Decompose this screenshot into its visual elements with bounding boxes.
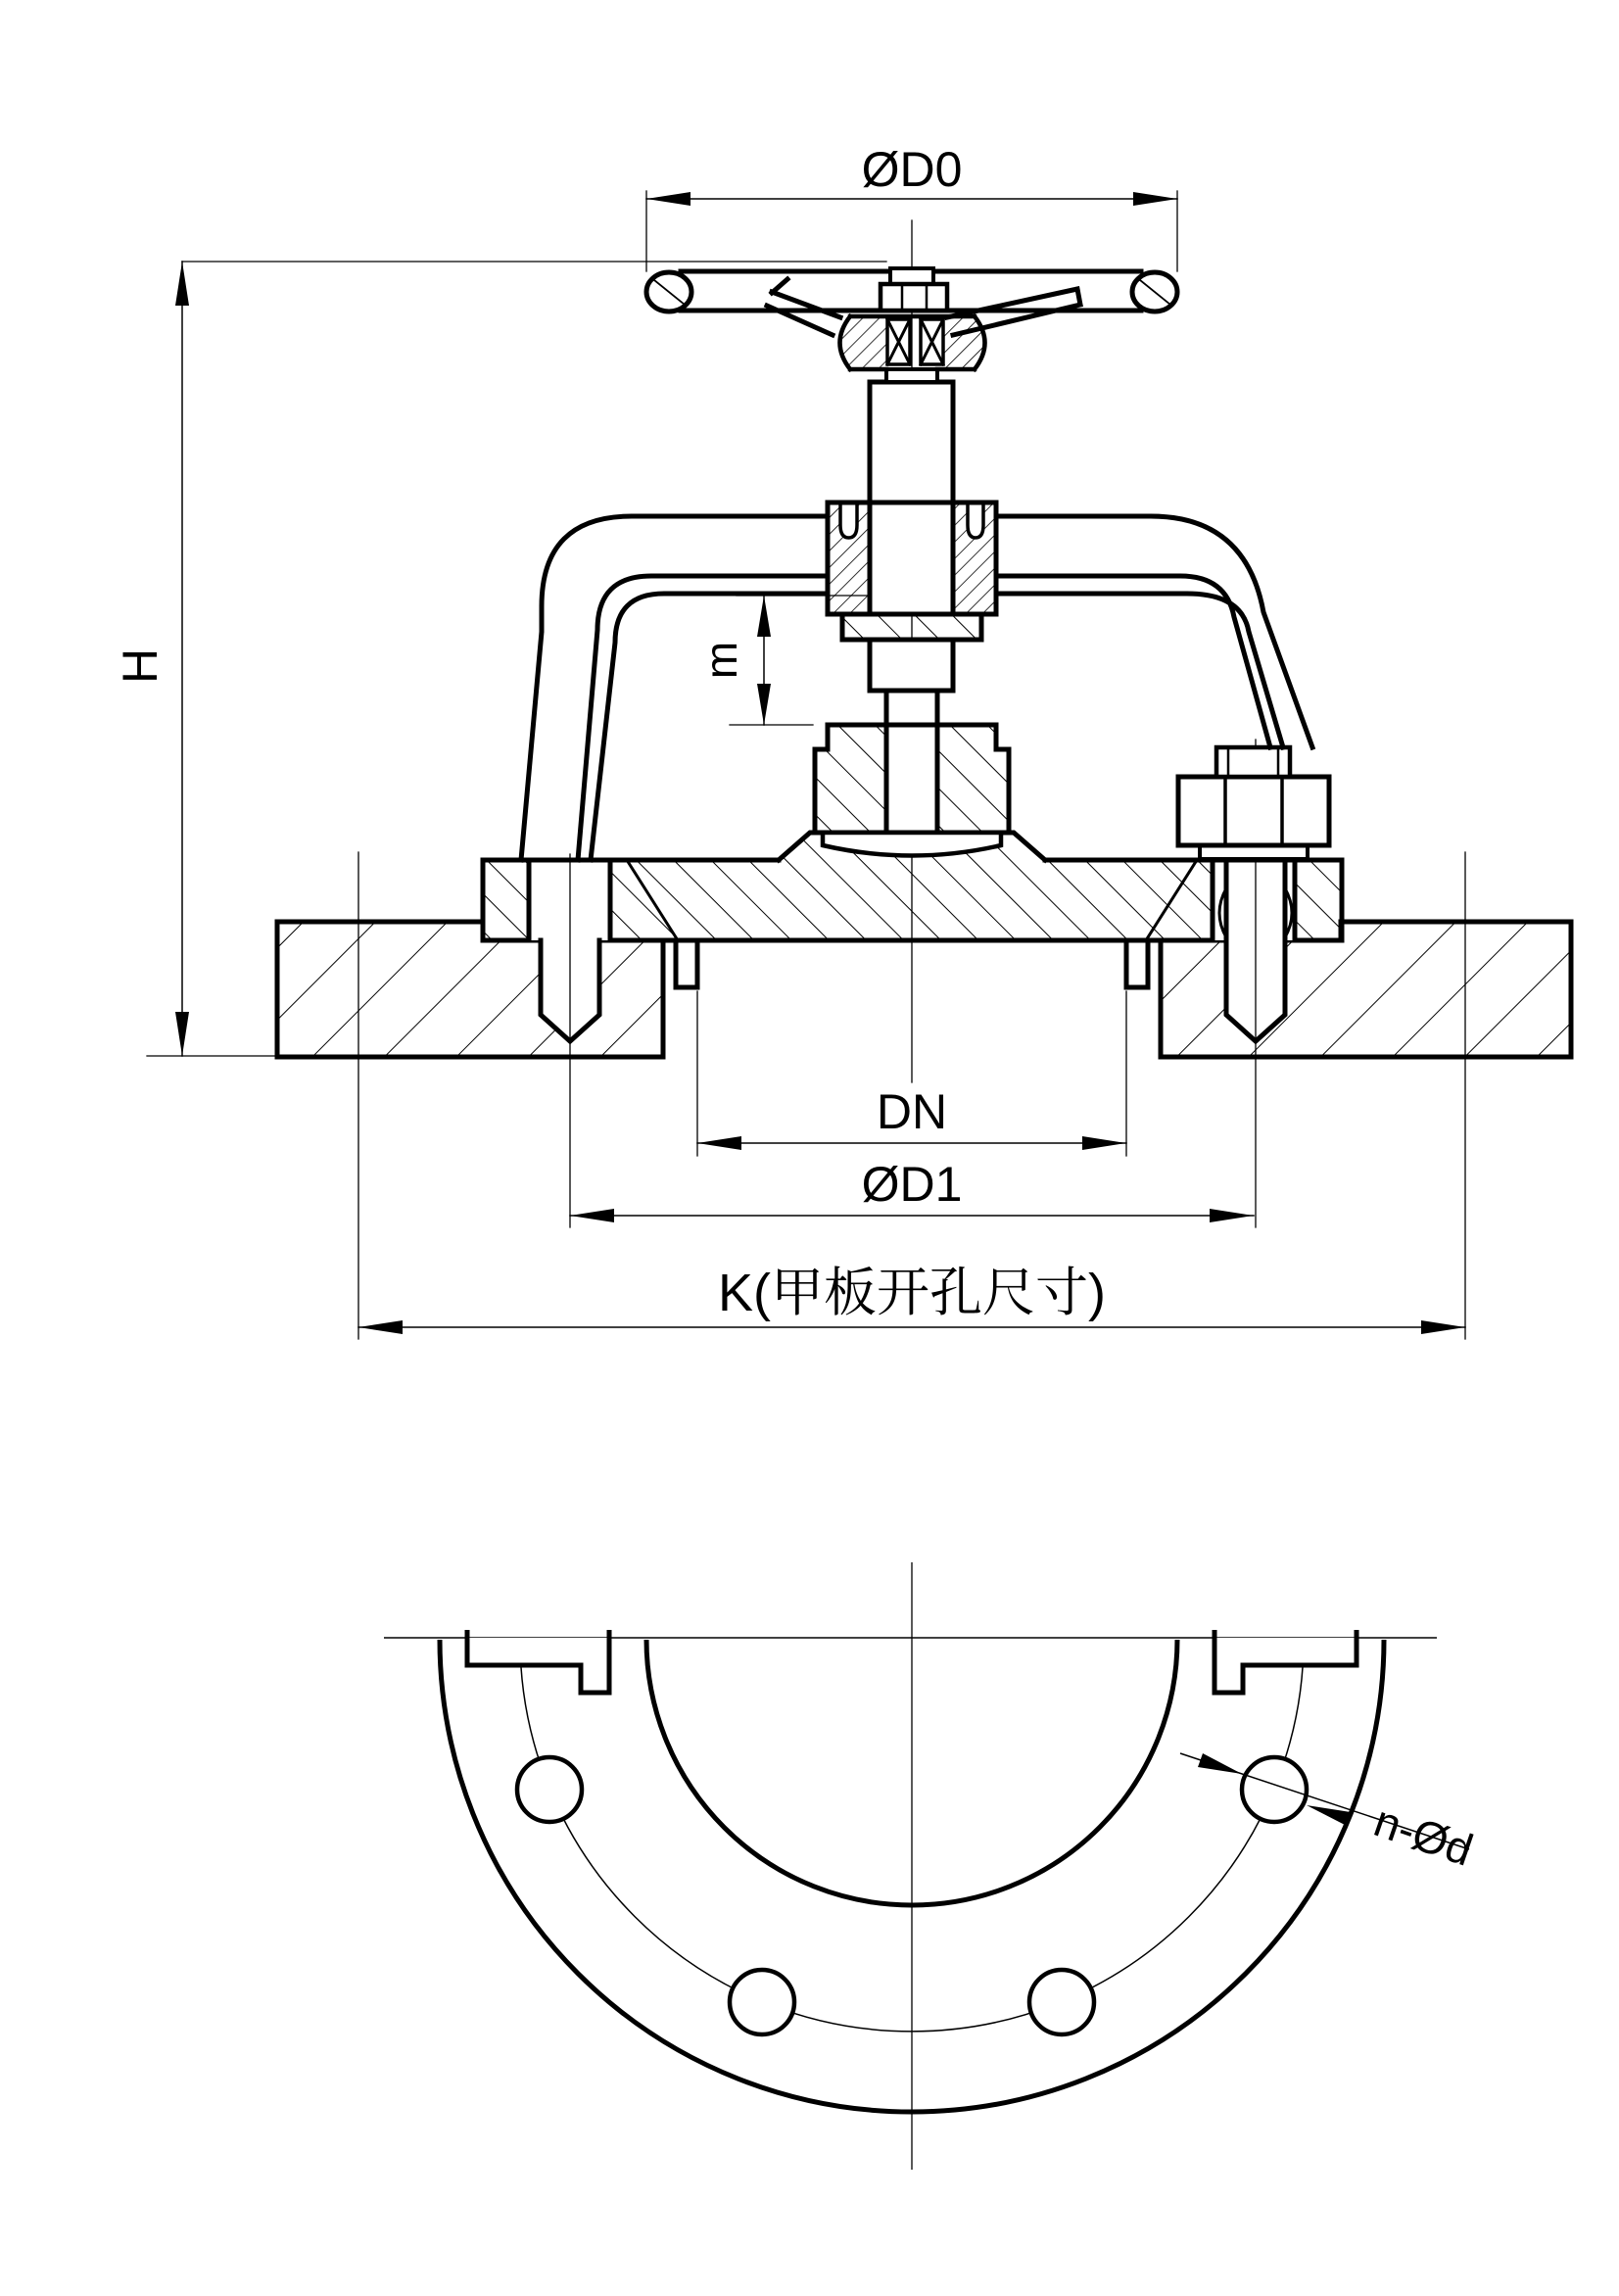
stem-nut xyxy=(881,268,947,311)
right-bolt-slot xyxy=(1214,1630,1357,1693)
section-view xyxy=(113,142,1571,1339)
bottom-view xyxy=(384,1562,1479,2170)
label-m: m xyxy=(695,641,746,680)
bolt-hole xyxy=(517,1757,582,1822)
label-d1: ØD1 xyxy=(861,1157,963,1212)
valve-stem xyxy=(870,369,953,614)
swing-bolt-nut xyxy=(1178,747,1329,859)
left-bolt-slot xyxy=(467,1630,609,1693)
gland-flange xyxy=(842,614,981,640)
label-n-d: n-Ød xyxy=(1367,1794,1480,1876)
bolt-hole xyxy=(730,1970,794,2034)
label-k: K(甲板开孔尺寸) xyxy=(718,1264,1106,1322)
dimension-d1 xyxy=(570,1157,1254,1222)
label-h: H xyxy=(113,647,167,685)
disc-union xyxy=(815,725,1009,856)
bolt-hole xyxy=(1029,1970,1094,2034)
bolt-hole xyxy=(1242,1757,1307,1822)
label-dn: DN xyxy=(876,1084,948,1139)
label-d0: ØD0 xyxy=(861,142,963,197)
valve-disc xyxy=(823,833,1001,856)
spoke-left xyxy=(767,279,840,335)
